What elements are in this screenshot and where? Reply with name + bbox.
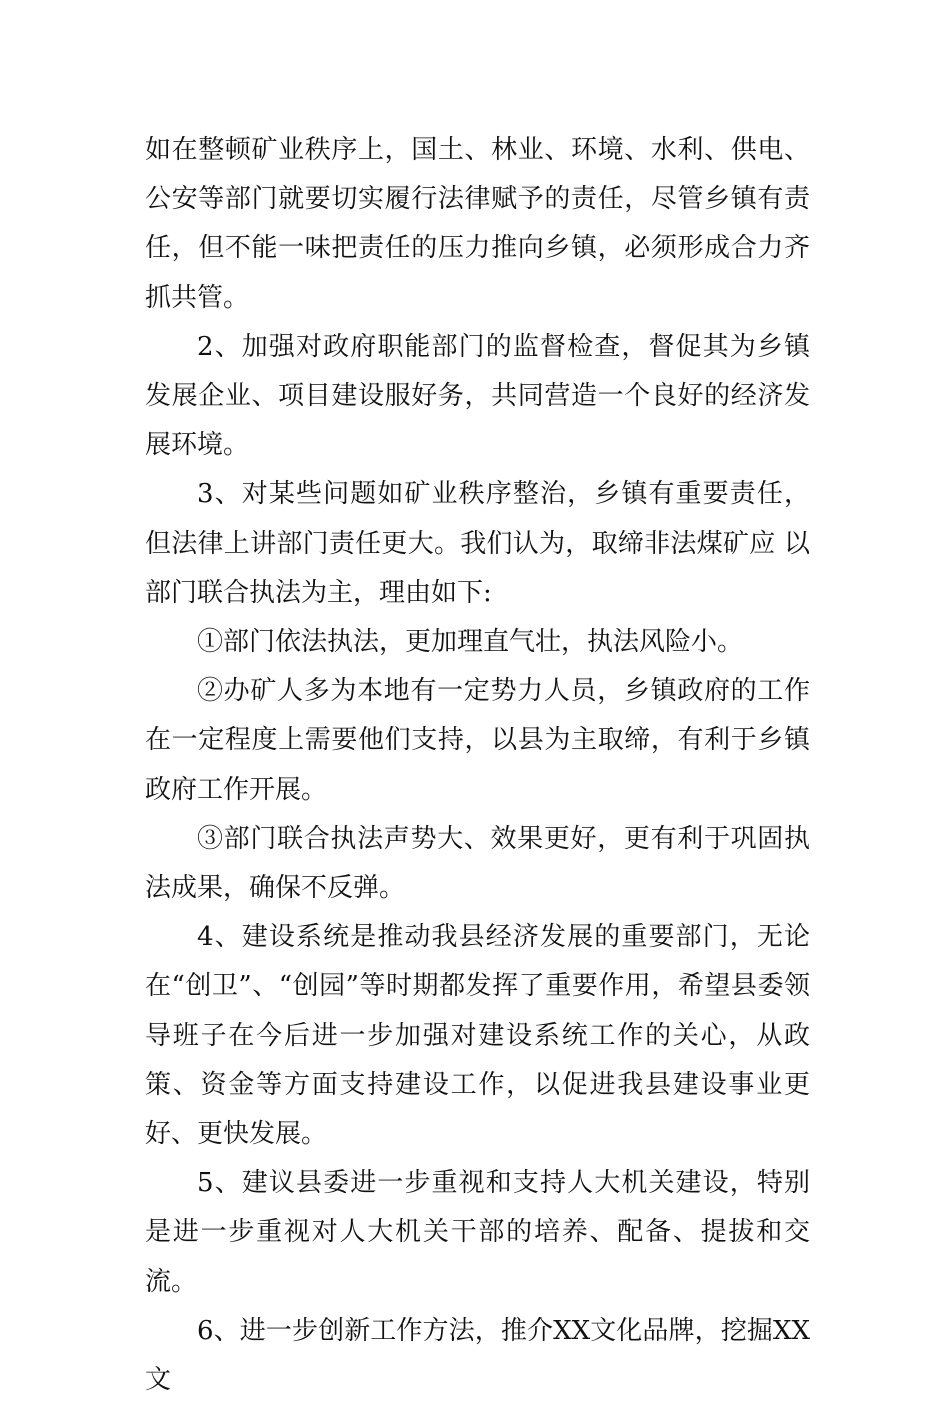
paragraph-item-3: 3、对某些问题如矿业秩序整治，乡镇有重要责任，但法律上讲部门责任更大。我们认为，取缔非法煤矿应 以部门联合执法为主，理由如下: <box>145 479 810 608</box>
paragraph-reason-1: ①部门依法执法，更加理直气壮，执法风险小。 <box>197 627 744 658</box>
paragraph-item-5: 5、建议县委进一步重视和支持人大机关建设，特别是进一步重视对人大机关干部的培养、配备、提拔和交流。 <box>145 1168 810 1297</box>
paragraph-item-2: 2、加强对政府职能部门的监督检查，督促其为乡镇发展企业、项目建设服好务，共同营造一个良好的经济发展环境。 <box>145 331 810 461</box>
paragraph-continuation: 如在整顿矿业秩序上，国土、林业、环境、水利、供电、公安等部门就要切实履行法律赋予的责任，尽管乡镇有责任，但不能一味把责任的压力推向乡镇，必须形成合力齐抓共管。 <box>145 135 810 313</box>
document-body <box>145 126 810 1405</box>
paragraph-reason-3: ③部门联合执法声势大、效果更好，更有利于巩固执法成果，确保不反弹。 <box>145 823 810 904</box>
paragraph-reason-2: ②办矿人多为本地有一定势力人员，乡镇政府的工作在一定程度上需要他们支持，以县为主取缔，有利于乡镇政府工作开展。 <box>145 676 810 805</box>
paragraph-item-4: 4、建设系统是推动我县经济发展的重要部门，无论在“创卫”、“创园”等时期都发挥了重要作用，希望县委领导班子在今后进一步加强对建设系统工作的关心，从政策、资金等方面支持建设工作，以促进我县建设事业更好、更快发展。 <box>145 922 810 1150</box>
paragraph-item-6: 6、进一步创新工作方法，推介XX文化品牌，挖掘XX文 <box>145 1315 810 1396</box>
